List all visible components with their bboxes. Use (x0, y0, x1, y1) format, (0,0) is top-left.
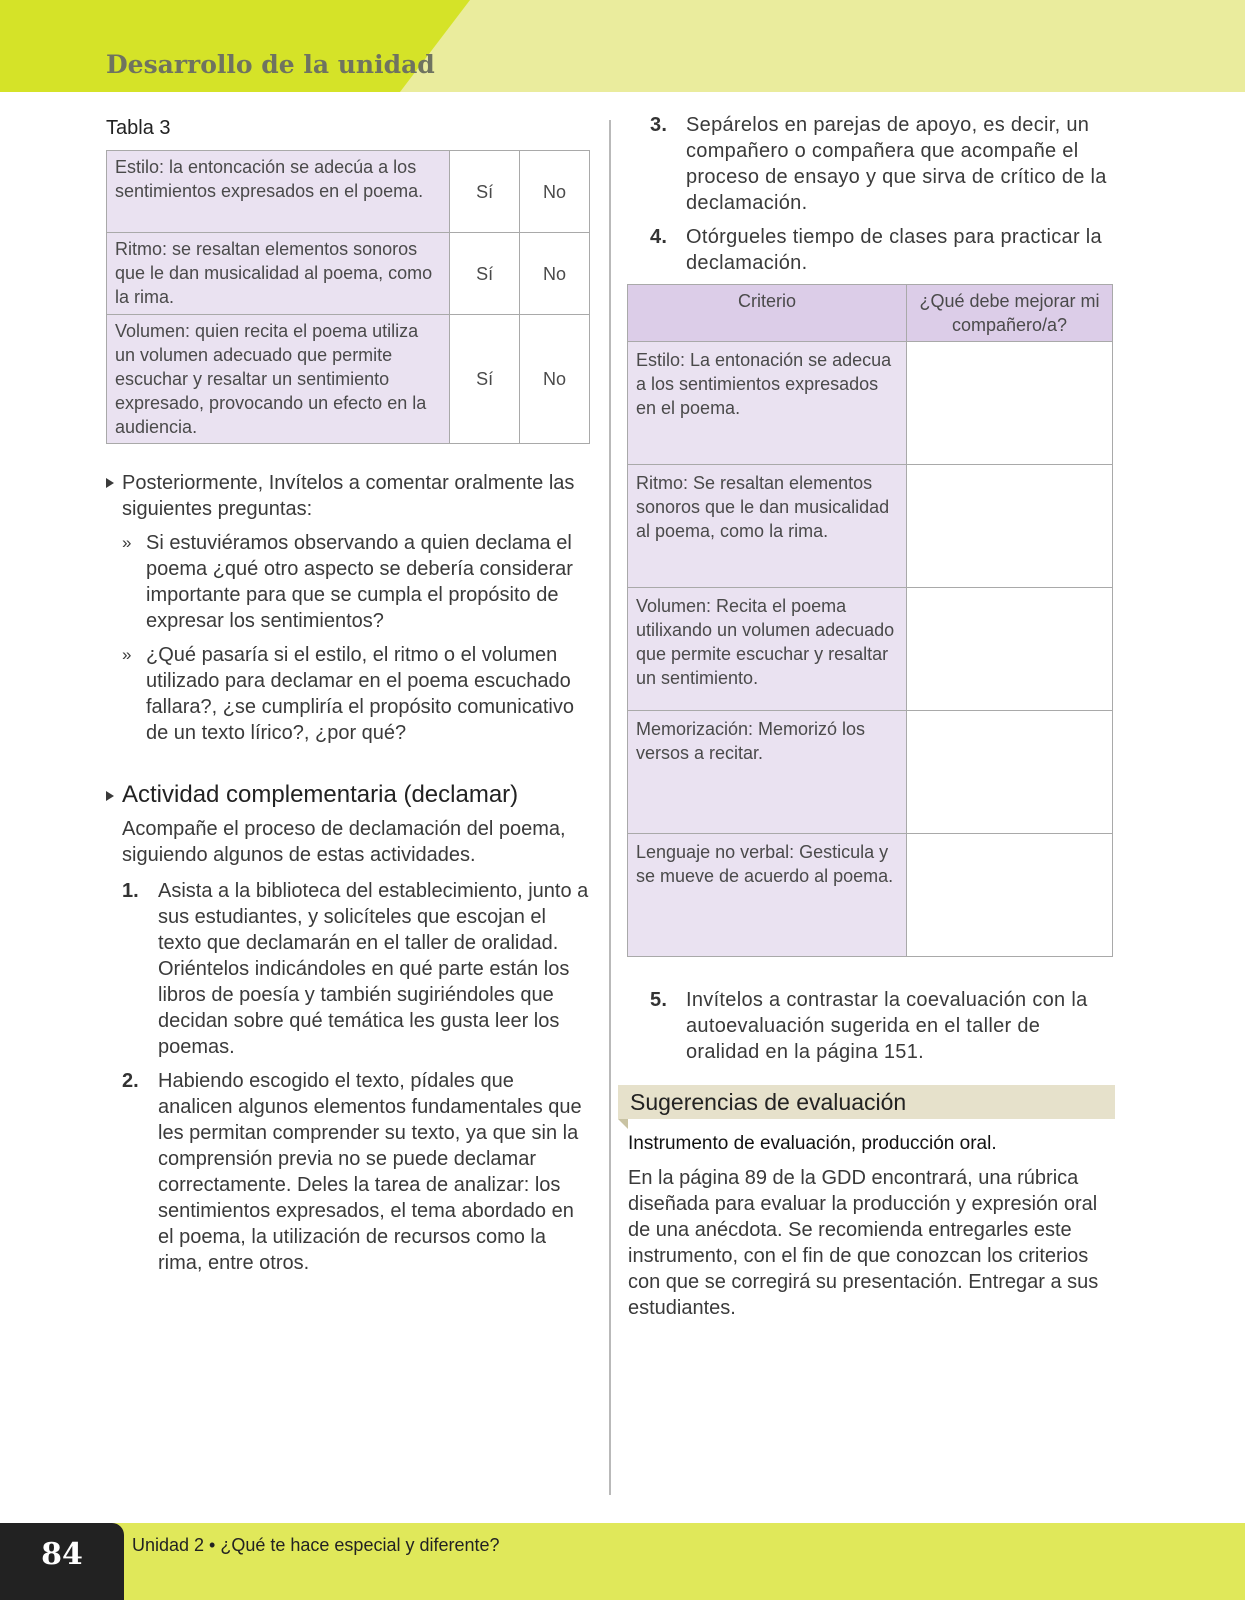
yes-option: Sí (450, 151, 520, 233)
criterion-header: Criterio (628, 285, 907, 342)
guillemet-bullet-icon: » (122, 645, 132, 664)
activity-steps-continued (650, 112, 1115, 276)
step-number: 2. (122, 1070, 139, 1092)
page-footer (0, 1523, 1245, 1600)
page-number: 84 (41, 1537, 83, 1572)
answer-cell (907, 711, 1113, 834)
list-item (122, 878, 590, 1060)
yes-option: Sí (450, 233, 520, 315)
step-text: Asista a la biblioteca del establecimiento, junto a sus estudiantes, y solicíteles que escojan el texto que declamarán en el taller de oralidad. Oriéntelos indicándoles en qué parte están los libros de poesía y también sugiriéndoles que decidan sobre qué temática les gusta leer los poemas. (158, 880, 589, 1058)
no-option: No (520, 315, 590, 444)
banner-fold (618, 1119, 628, 1129)
table-row (628, 342, 1113, 465)
bullet-text: Posteriormente, Invítelos a comentar oralmente las siguientes preguntas: (122, 472, 575, 520)
table-caption: Tabla 3 (106, 117, 171, 139)
question-text: ¿Qué pasaría si el estilo, el ritmo o el volumen utilizado para declamar en el poema escuchado fallara?, ¿se cumpliría el propósito comunicativo de un texto lírico?, ¿por qué? (146, 644, 574, 744)
activity-heading (106, 780, 590, 810)
table-row (628, 588, 1113, 711)
step-text: Habiendo escogido el texto, pídales que analicen algunos elementos fundamentales que les permitan comprender su texto, ya que sin la comprensión previa no se puede declamar correctamente. Deles la tarea de analizar: los sentimientos expresados, el tema abordado en el poema, la utilización de recursos como la rima, entre otros. (158, 1070, 582, 1274)
step-text: Otórgueles tiempo de clases para practicar la declamación. (686, 226, 1102, 274)
criterion-cell: Volumen: Recita el poema utilixando un volumen adecuado que permite escuchar y resaltar un sentimiento. (628, 588, 907, 711)
criterion-cell: Estilo: La entonación se adecua a los sentimientos expresados en el poema. (628, 342, 907, 465)
improve-header: ¿Qué debe mejorar mi compañero/a? (907, 285, 1113, 342)
table-row (107, 315, 590, 444)
list-item (650, 987, 1115, 1065)
activity-steps (122, 878, 590, 1276)
answer-cell (907, 834, 1113, 957)
criterion-cell: Lenguaje no verbal: Gesticula y se mueve de acuerdo al poema. (628, 834, 907, 957)
triangle-bullet-icon (106, 791, 114, 801)
evaluation-subtitle: Instrumento de evaluación, producción oral. (628, 1133, 997, 1154)
table-row (107, 233, 590, 315)
step-number: 5. (650, 989, 668, 1011)
question-list (122, 530, 590, 746)
list-item (122, 642, 590, 746)
left-column (106, 112, 590, 1284)
criterion-cell: Volumen: quien recita el poema utiliza un volumen adecuado que permite escuchar y resaltar un sentimiento expresado, provocando un efecto en la audiencia. (107, 315, 450, 444)
step-number: 3. (650, 114, 668, 136)
unit-title: Unidad 2 • ¿Qué te hace especial y diferente? (132, 1535, 500, 1555)
no-option: No (520, 233, 590, 315)
triangle-bullet-icon (106, 478, 114, 488)
page-header (0, 0, 1245, 92)
list-item (122, 530, 590, 634)
activity-steps-final (650, 987, 1115, 1065)
list-item (106, 470, 590, 746)
criterion-cell: Estilo: la entoncación se adecúa a los sentimientos expresados en el poema. (107, 151, 450, 233)
table-row (628, 465, 1113, 588)
evaluation-text: En la página 89 de la GDD encontrará, una rúbrica diseñada para evaluar la producción y expresión oral de una anécdota. Se recomienda entregarles este instrumento, con el fin de que conozcan los criterios con que se corregirá su presentación. Entregar a sus estudiantes. (628, 1167, 1099, 1319)
activity-intro: Acompañe el proceso de declamación del poema, siguiendo algunos de estas actividades. (122, 818, 566, 866)
table-row (107, 151, 590, 233)
question-text: Si estuviéramos observando a quien declama el poema ¿qué otro aspecto se debería considerar importante para que se cumpla el propósito de expresar los sentimientos? (146, 532, 573, 632)
criterion-cell: Ritmo: se resaltan elementos sonoros que le dan musicalidad al poema, como la rima. (107, 233, 450, 315)
no-option: No (520, 151, 590, 233)
section-title: Desarrollo de la unidad (106, 50, 435, 79)
table-row (628, 711, 1113, 834)
evaluation-banner (618, 1085, 1115, 1119)
discussion-list (106, 470, 590, 746)
yes-option: Sí (450, 315, 520, 444)
step-text: Sepárelos en parejas de apoyo, es decir, un compañero o compañera que acompañe el proceso de ensayo y que sirva de crítico de la declamación. (686, 114, 1107, 214)
column-divider (609, 120, 611, 1495)
list-item (650, 224, 1115, 276)
table-row (628, 834, 1113, 957)
criterion-cell: Ritmo: Se resaltan elementos sonoros que le dan musicalidad al poema, como la rima. (628, 465, 907, 588)
table-header-row (628, 285, 1113, 342)
step-text: Invítelos a contrastar la coevaluación con la autoevaluación sugerida en el taller de oralidad en la página 151. (686, 989, 1088, 1063)
list-item (650, 112, 1115, 216)
criterion-cell: Memorización: Memorizó los versos a recitar. (628, 711, 907, 834)
step-number: 4. (650, 226, 668, 248)
page-number-box (0, 1523, 124, 1600)
peer-evaluation-table (627, 284, 1113, 957)
list-item (122, 1068, 590, 1276)
evaluation-title: Sugerencias de evaluación (630, 1089, 907, 1115)
guillemet-bullet-icon: » (122, 533, 132, 552)
answer-cell (907, 588, 1113, 711)
activity-title: Actividad complementaria (declamar) (122, 781, 519, 808)
answer-cell (907, 342, 1113, 465)
right-column (628, 112, 1115, 1321)
evaluation-table-3 (106, 150, 590, 444)
step-number: 1. (122, 880, 139, 902)
answer-cell (907, 465, 1113, 588)
